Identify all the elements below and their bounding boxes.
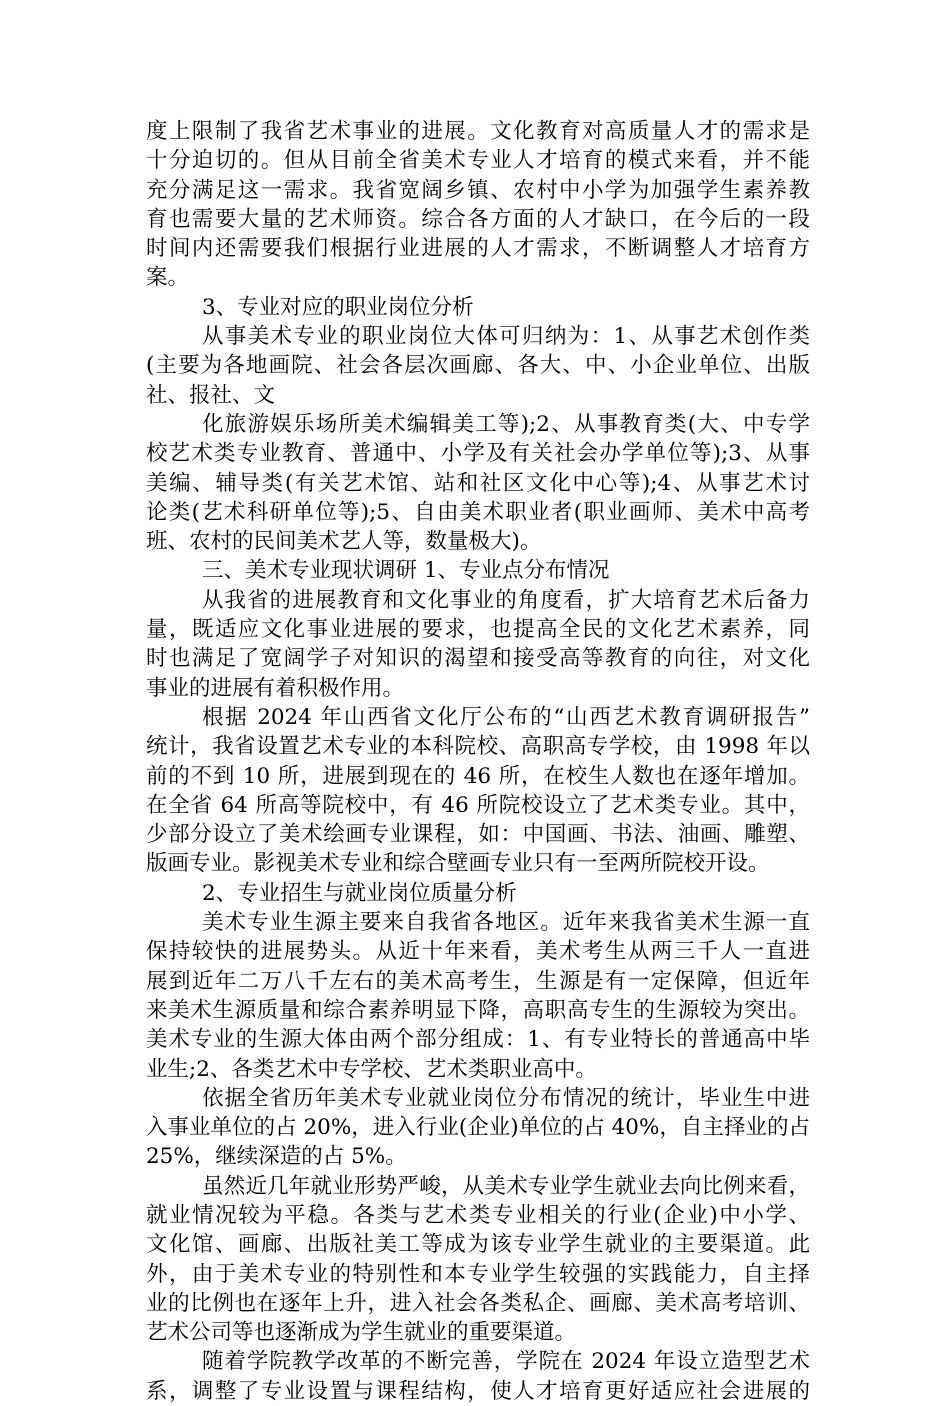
text-line: 论类(艺术科研单位等);5、自由美术职业者(职业画师、美术中高考 (146, 499, 810, 525)
text-line: 时间内还需要我们根据行业进展的人才需求，不断调整人才培育方 (146, 236, 810, 262)
text-line: 统计，我省设置艺术专业的本科院校、高职高专学校，由 1998 年以 (146, 734, 810, 760)
text-line: 案。 (146, 265, 190, 291)
text-line: 少部分设立了美术绘画专业课程，如：中国画、书法、油画、雕塑、 (146, 822, 810, 848)
text-line: 量，既适应文化事业进展的要求，也提高全民的文化艺术素养，同 (146, 617, 810, 643)
text-line: 校艺术类专业教育、普通中、小学及有关社会办学单位等);3、从事 (146, 441, 810, 467)
paragraph-first-line: 根据 2024 年山西省文化厅公布的“山西艺术教育调研报告” (202, 704, 810, 730)
paragraph-first-line: 化旅游娱乐场所美术编辑美工等);2、从事教育类(大、中专学 (202, 411, 810, 437)
text-line: 外，由于美术专业的特别性和本专业学生较强的实践能力，自主择 (146, 1261, 810, 1287)
text-line: 版画专业。影视美术专业和综合壁画专业只有一至两所院校开设。 (146, 851, 770, 877)
text-line: 展到近年二万八千左右的美术高考生，生源是有一定保障，但近年 (146, 968, 810, 994)
body-text (146, 117, 810, 1406)
paragraph-first-line: 虽然近几年就业形势严峻，从美术专业学生就业去向比例来看， (202, 1173, 810, 1199)
text-line: 十分迫切的。但从目前全省美术专业人才培育的模式来看，并不能 (146, 148, 810, 174)
text-line: 美术专业的生源大体由两个部分组成：1、有专业特长的普通高中毕 (146, 1027, 810, 1053)
paragraph-first-line: 从我省的进展教育和文化事业的角度看，扩大培育艺术后备力 (202, 587, 810, 613)
paragraph-first-line: 随着学院教学改革的不断完善，学院在 2024 年设立造型艺术 (202, 1349, 810, 1375)
text-line: 前的不到 10 所，进展到现在的 46 所，在校生人数也在逐年增加。 (146, 763, 810, 789)
text-line: 事业的进展有着积极作用。 (146, 675, 405, 701)
text-line: 育也需要大量的艺术师资。综合各方面的人才缺口，在今后的一段 (146, 206, 810, 232)
text-line: 充分满足这一需求。我省宽阔乡镇、农村中小学为加强学生素养教 (146, 177, 810, 203)
paragraph-first-line: 美术专业生源主要来自我省各地区。近年来我省美术生源一直 (202, 910, 810, 936)
text-line: 在全省 64 所高等院校中，有 46 所院校设立了艺术类专业。其中， (146, 792, 810, 818)
paragraph-first-line: 从事美术专业的职业岗位大体可归纳为：1、从事艺术创作类 (202, 324, 810, 350)
text-line: 业的比例也在逐年上升，进入社会各类私企、画廊、美术高考培训、 (146, 1290, 810, 1316)
text-line: (主要为各地画院、社会各层次画廊、各大、中、小企业单位、出版 (146, 353, 810, 379)
paragraph-first-line: 三、美术专业现状调研 1、专业点分布情况 (202, 558, 610, 584)
paragraph-first-line: 依据全省历年美术专业就业岗位分布情况的统计，毕业生中进 (202, 1085, 810, 1111)
text-line: 度上限制了我省艺术事业的进展。文化教育对高质量人才的需求是 (146, 119, 810, 144)
text-line: 艺术公司等也逐渐成为学生就业的重要渠道。 (146, 1320, 577, 1346)
text-line: 系，调整了专业设置与课程结构，使人才培育更好适应社会进展的 (146, 1378, 810, 1404)
text-line: 文化馆、画廊、出版社美工等成为该专业学生就业的主要渠道。此 (146, 1232, 810, 1258)
text-line: 业生;2、各类艺术中专学校、艺术类职业高中。 (146, 1056, 597, 1082)
text-line: 班、农村的民间美术艺人等，数量极大)。 (146, 529, 542, 555)
text-line: 美编、辅导类(有关艺术馆、站和社区文化中心等);4、从事艺术讨 (146, 470, 810, 496)
text-line: 保持较快的进展势头。从近十年来看，美术考生从两三千人一直进 (146, 939, 810, 965)
text-line: 来美术生源质量和综合素养明显下降，高职高专生的生源较为突出。 (146, 997, 810, 1023)
paragraph-first-line: 2、专业招生与就业岗位质量分析 (202, 880, 517, 906)
text-line: 25%，继续深造的占 5%。 (146, 1144, 407, 1170)
text-line: 时也满足了宽阔学子对知识的渴望和接受高等教育的向往，对文化 (146, 646, 810, 672)
text-line: 入事业单位的占 20%，进入行业(企业)单位的占 40%，自主择业的占 (146, 1115, 810, 1141)
text-line: 社、报社、文 (146, 382, 276, 408)
paragraph-first-line: 3、专业对应的职业岗位分析 (202, 294, 474, 320)
text-line: 就业情况较为平稳。各类与艺术类专业相关的行业(企业)中小学、 (146, 1202, 810, 1228)
